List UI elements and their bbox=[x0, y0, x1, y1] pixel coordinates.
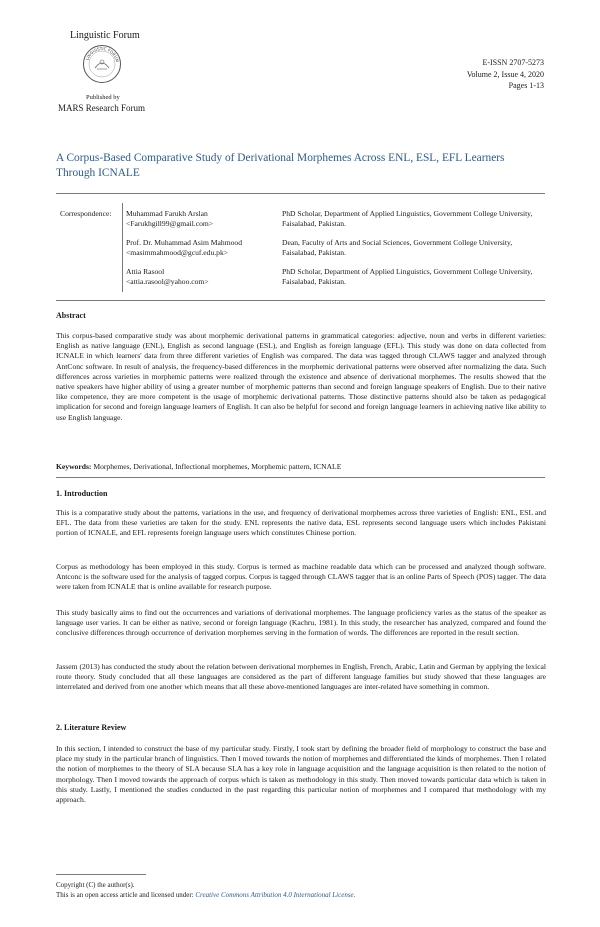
svg-text:LINGUISTIC FORUM bbox=[85, 46, 120, 63]
abstract-text: This corpus-based comparative study was about morphemic derivational patterns in grammatical categories: adjective, noun and verbs in different varieties: English as native language (ENL), English as second language (ESL), and English as foreign language (EFL). This study was done on data collected from ICNALE in which learners' data from three different varieties of English was compared. The data was tagged through CLAWS tagger and analyzed through AntConc software. In result of analysis, the frequency-based differences in the morphemic derivational patterns were observed after normalizing the data. Such differences across varieties in morphemic patterns were realized through the existence and absence of derivational morphemes. The results showed that the native speakers have higher ability of using a greater number of morphemic patterns than second and foreign language speakers of English. Due to their native like competence, they are more competent is the usage of morphemic derivational patterns. Those distinctive patterns should also be taken as pedagogical implication for second and foreign language learners of English. It can also be helpful for second and foreign language learners in achieving native like ability to use English language. bbox=[56, 331, 546, 422]
correspondence-divider bbox=[122, 203, 123, 292]
correspondence-rule bbox=[56, 300, 545, 301]
published-by-label: Published by bbox=[86, 94, 120, 101]
license-prefix: This is an open access article and licensed under: bbox=[56, 891, 194, 899]
author-2-affiliation: Dean, Faculty of Arts and Social Sciences, Government College University, Faisalabad, Pakistan. bbox=[282, 238, 513, 257]
license-link[interactable]: Creative Commons Attribution 4.0 International License. bbox=[195, 891, 356, 899]
author-2 bbox=[126, 238, 276, 258]
issn: E-ISSN 2707-5273 bbox=[482, 58, 544, 67]
journal-name: Linguistic Forum bbox=[70, 30, 140, 41]
introduction-paragraph: Jassem (2013) has conducted the study about the relation between derivational morphemes in English, French, Arabic, Latin and German by applying the lexical route theory. Study concluded that all these languages are considered as the part of different language families but study showed that these languages are interrelated and derived from one another which means that all these above-mentioned languages are inter-related have something in common. bbox=[56, 662, 546, 692]
author-email[interactable]: <Farukhgill99@gmail.com> bbox=[126, 219, 214, 228]
page-range: Pages 1-13 bbox=[508, 81, 544, 90]
title-rule bbox=[56, 193, 545, 194]
keywords-text: Morphemes, Derivational, Inflectional morphemes, Morphemic pattern, ICNALE bbox=[93, 462, 342, 471]
author-email[interactable]: <attia.rasool@yahoo.com> bbox=[126, 277, 209, 286]
footer bbox=[56, 880, 355, 900]
author-1-affiliation: PhD Scholar, Department of Applied Linguistics, Government College University, Faisalabad, Pakistan. bbox=[282, 209, 533, 228]
author-name: Attia Rasool bbox=[126, 267, 165, 276]
abstract-heading: Abstract bbox=[56, 311, 86, 320]
author-name: Prof. Dr. Muhammad Asim Mahmood bbox=[126, 238, 243, 247]
author-3-affiliation: PhD Scholar, Department of Applied Linguistics, Government College University, Faisalabad, Pakistan. bbox=[282, 267, 533, 286]
introduction-paragraph: Corpus as methodology has been employed in this study. Corpus is termed as machine readable data which can be processed and analyzed though software. Antconc is the software used for the analysis of tagged corpus. Corpus is tagged through CLAWS tagger that is an online Parts of Speech (POS) tagger. The data were taken from ICNALE that is online available for research purpose. bbox=[56, 562, 546, 592]
literature-heading: 2. Literature Review bbox=[56, 723, 127, 732]
article-title: A Corpus-Based Comparative Study of Derivational Morphemes Across ENL, ESL, EFL Learners Through ICNALE bbox=[56, 152, 505, 179]
volume-issue: Volume 2, Issue 4, 2020 bbox=[466, 69, 544, 79]
journal-meta bbox=[467, 57, 544, 92]
license-line bbox=[56, 890, 355, 900]
author-3 bbox=[126, 267, 276, 287]
author-1 bbox=[126, 209, 276, 229]
footnote-rule bbox=[56, 874, 146, 875]
logo-text: LINGUISTIC FORUM bbox=[84, 45, 120, 63]
introduction-heading: 1. Introduction bbox=[56, 489, 108, 498]
keywords bbox=[56, 462, 341, 471]
introduction-paragraph: This study basically aims to find out the occurrences and variations of derivational morphemes. The language proficiency varies as the status of the speaker as language user varies. It can be either as native, second or foreign language (Kachru, 1981). In this study, the researcher has analyzed, compared and found the conclusive differences through occurrence of derivation morphemes serving in the formation of words. The differences are reported in the result section. bbox=[56, 608, 546, 638]
introduction-paragraph: This is a comparative study about the patterns, variations in the use, and frequency of derivational morphemes across three varieties of English: ENL, ESL and EFL. The data from these varieties are taken for the study. ENL represents the native data, ESL represents second language users which includes Pakistani portion of ICNALE, and EFL represents foreign language users which constitutes Chinese portion. bbox=[56, 508, 546, 538]
correspondence-label: Correspondence: bbox=[60, 209, 112, 218]
publisher-name: MARS Research Forum bbox=[58, 103, 145, 113]
keywords-label: Keywords: bbox=[56, 462, 92, 471]
copyright: Copyright (C) the author(s). bbox=[56, 881, 135, 889]
correspondence-block bbox=[56, 203, 546, 293]
journal-logo-icon bbox=[82, 44, 122, 84]
author-name: Muhammad Farukh Arslan bbox=[126, 209, 208, 218]
keywords-rule bbox=[56, 477, 545, 478]
author-email[interactable]: <masimmahmood@gcuf.edu.pk> bbox=[126, 248, 229, 257]
literature-paragraph: In this section, I intended to construct the base of my particular study. Firstly, I took start by defining the broader field of morphology to construct the base and place my study in the particular branch of linguistics. Then I moved towards the notion of morphemes and differentiated the kinds of morphemes. Then I related the notion of morphemes to the theory of SLA because SLA has a key role in language acquisition and the language acquisition is then related to the notion of morphology. Then I moved towards the approach of corpus which is taken as methodology in this study. Then moved towards particular data which is taken in this study. Lastly, I mentioned the studies conducted in the past regarding this particular notion of morphemes and I compared that methodology with my approach. bbox=[56, 744, 546, 805]
